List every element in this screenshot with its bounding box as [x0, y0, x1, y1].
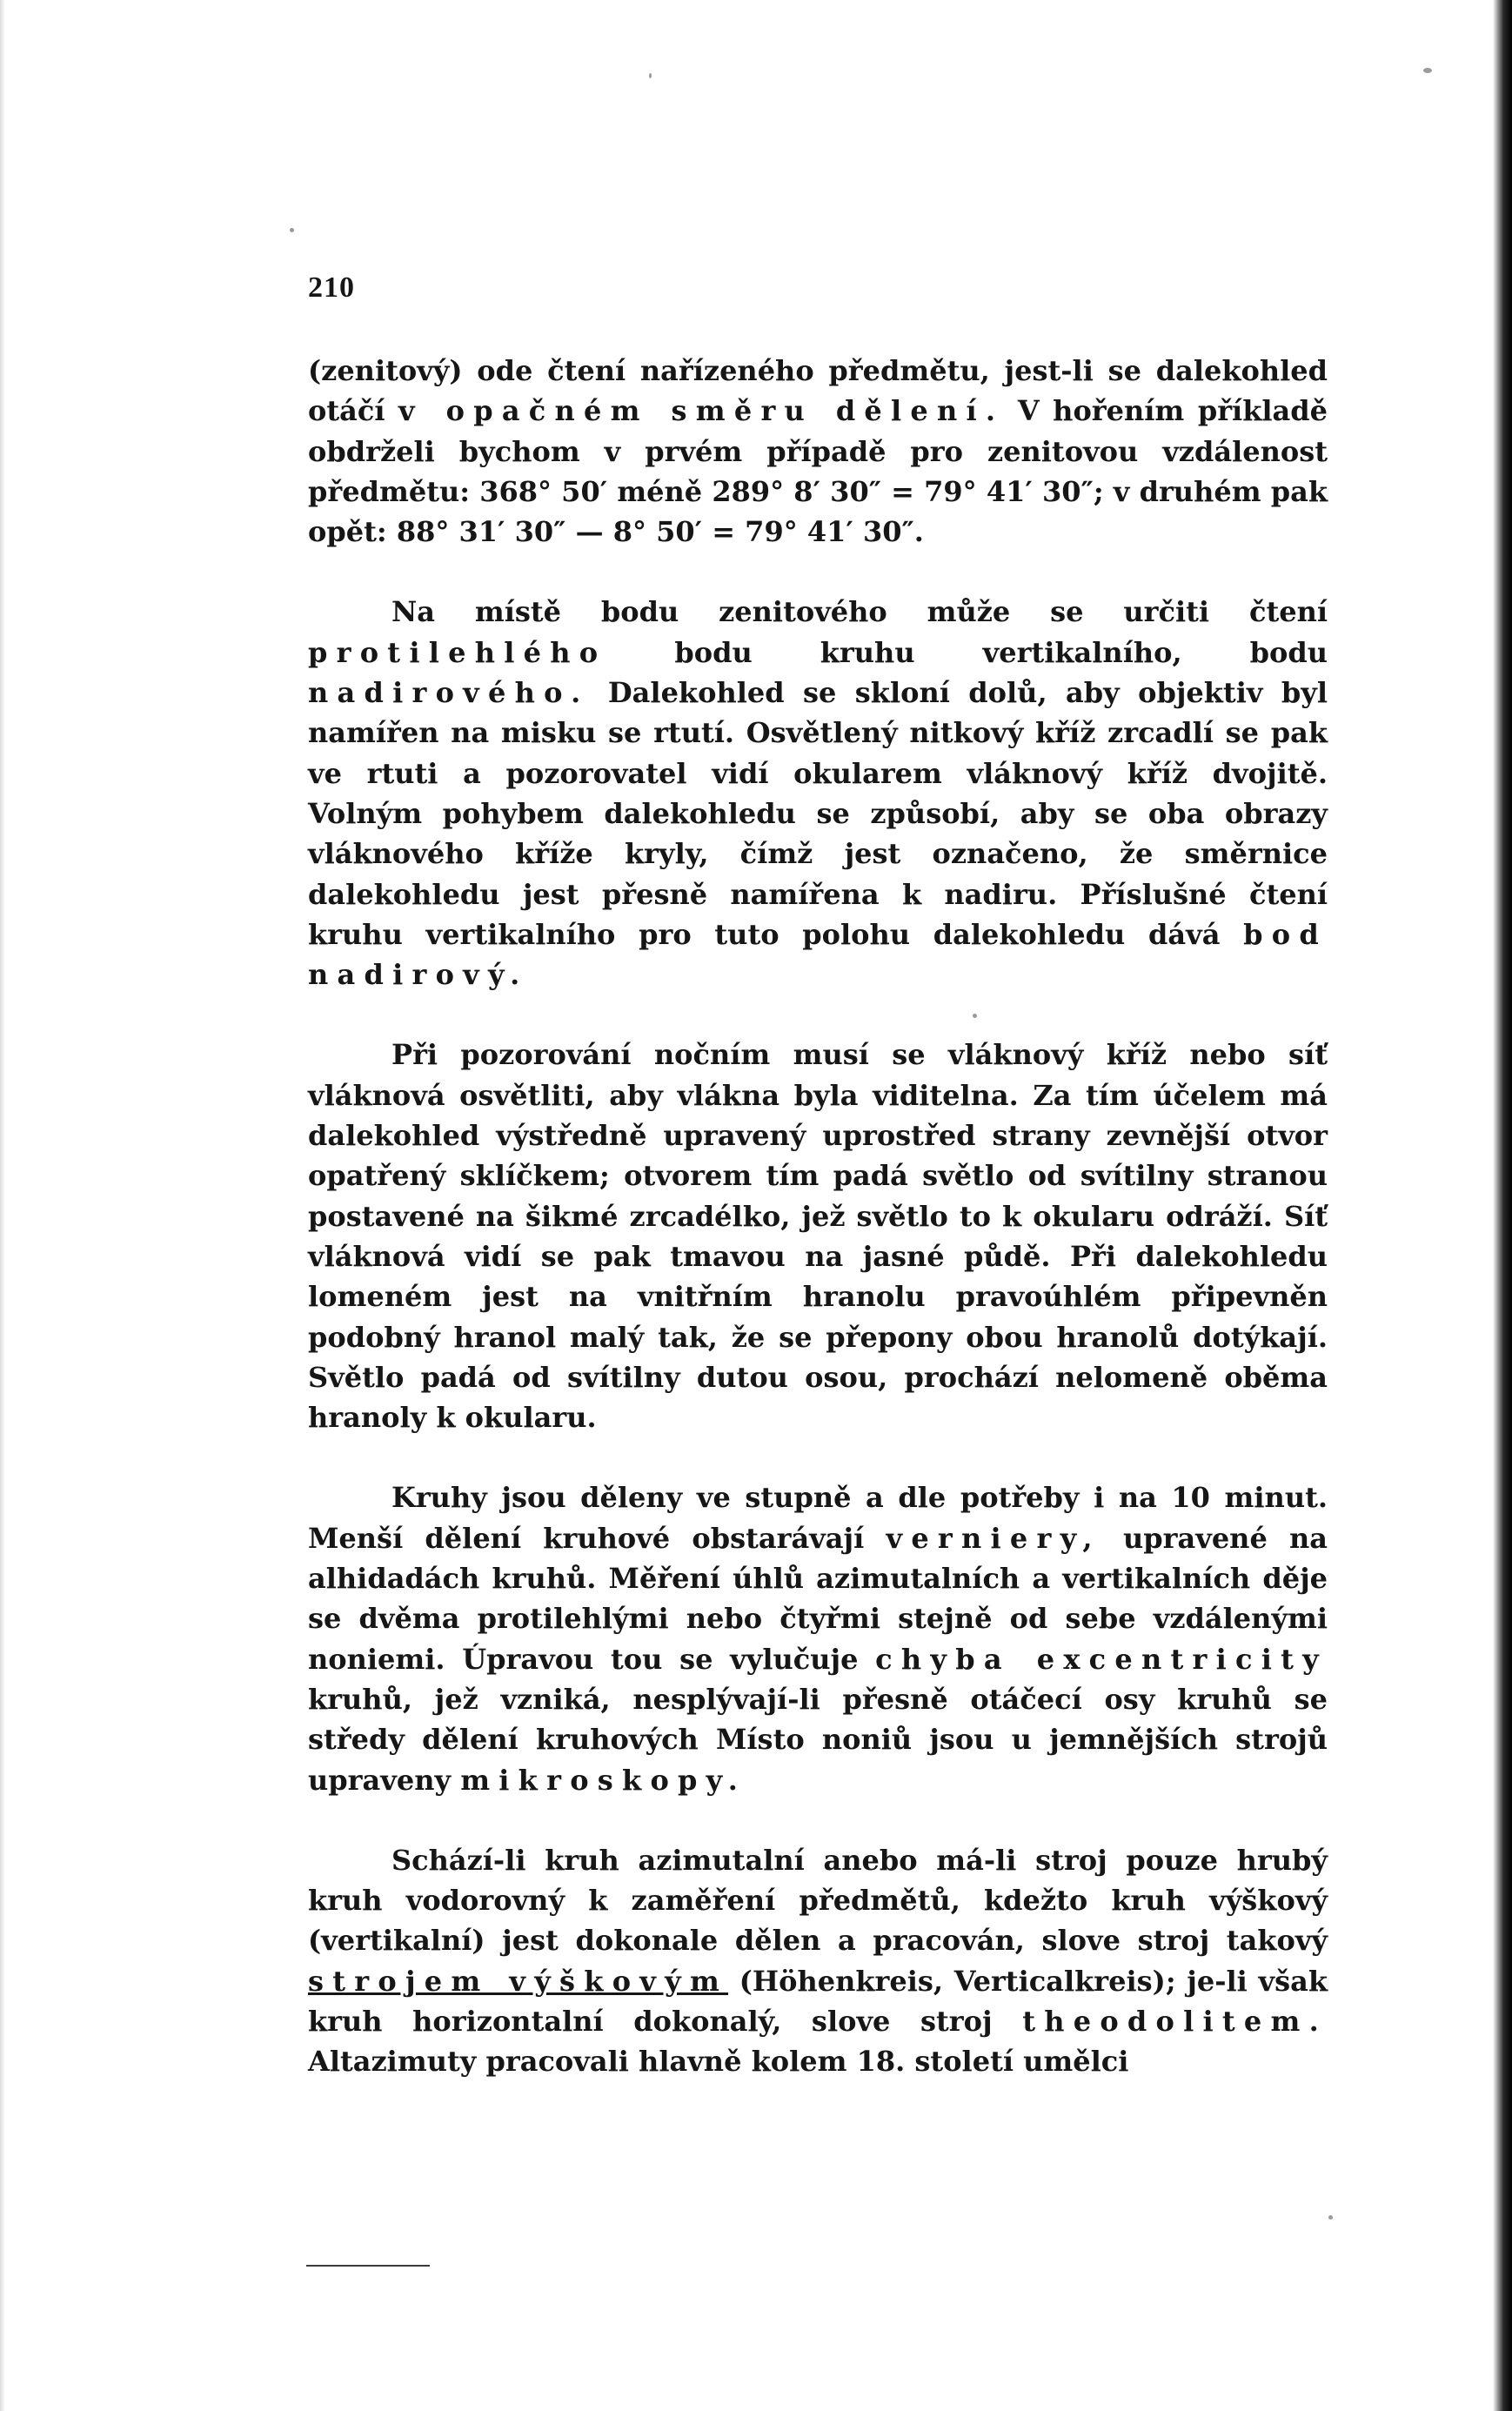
text-segment: chyba excentricity [875, 1642, 1328, 1676]
scan-speck [973, 1014, 977, 1018]
scan-edge-left [0, 0, 5, 2411]
text-segment: Dalekohled se skloní dolů, aby objektiv byl namířen na misku se rtutí. Osvětlený nitkový kříž zrcadlí se pak ve rtuti a pozorovatel vidí okularem vláknový kříž dvojitě. Volným pohybem dalekohledu se způsobí, aby se oba obrazy vláknového kříže kryly, čímž jest označeno, že směrnice dalekohledu jest přesně namířena k nadiru. Příslušné čtení kruhu vertikalního pro tuto polohu dalekohledu dává [308, 676, 1328, 951]
text-segment: bod nadirový. [308, 917, 1328, 992]
paragraph [308, 351, 1328, 552]
footer-rule [306, 2265, 430, 2267]
paragraph [308, 592, 1328, 995]
page-number: 210 [308, 271, 355, 304]
text-segment: Kruhy jsou děleny ve stupně a dle potřeby i na 10 minut. Menší dělení kruhové obstarávají [308, 1481, 1328, 1555]
text-segment: Na místě bodu zenitového může se určiti čtení [391, 595, 1328, 629]
text-segment: V hořením příkladě obdrželi bychom v prvém případě pro zenitovou vzdálenost předmětu: 368° 50′ méně 289° 8′ 30″ = 79° 41′ 30″; v druhém pak opět: 88° 31′ 30″ — 8° 50′ = 79° 41′ 30″. [308, 394, 1328, 549]
text-segment: v opačném směru dělení. [398, 394, 1005, 428]
text-segment: (zenitový) ode čtení nařízeného předmětu, jest-li se dalekohled otáčí [308, 354, 1328, 428]
scan-speck [1328, 2215, 1333, 2220]
paragraph [308, 1477, 1328, 1799]
text-segment: mikroskopy. [460, 1763, 747, 1797]
scan-speck [290, 228, 294, 232]
text-segment: bodu kruhu vertikalního, bodu [606, 635, 1328, 669]
text-segment: Při pozorování nočním musí se vláknový kříž nebo síť vláknová osvětliti, aby vlákna byla viditelna. Za tím účelem má dalekohled výstředně upravený uprostřed strany zevnější otvor opatřený sklíčkem; otvorem tím padá světlo od svítilny stranou postavené na šikmé zrcadélko, jež světlo to k okularu odráží. Síť vláknová vidí se pak tmavou na jasné půdě. Při dalekohledu lomeném jest na vnitřním hranolu pravoúhlém připevněn podobný hranol malý tak, že se přepony obou hranolů dotýkají. Světlo padá od svítilny dutou osou, prochází nelomeně oběma hranoly k okularu. [308, 1038, 1328, 1435]
text-segment: verniery, [886, 1521, 1101, 1555]
text-segment: nadirového. [308, 676, 590, 710]
scan-edge-right [1493, 0, 1512, 2411]
paragraph [308, 1840, 1328, 2082]
scan-speck [1423, 68, 1432, 73]
body-text [308, 351, 1328, 2122]
scan-speck [649, 73, 652, 78]
text-segment: upravené na alhidadách kruhů. Měření úhlů azimutalních a vertikalních děje se dvěma protilehlými nebo čtyřmi stejně od sebe vzdálenými noniemi. Úpravou tou se vylučuje [308, 1521, 1328, 1676]
text-segment: theodolitem. [1022, 2004, 1328, 2038]
text-segment: (Höhenkreis, Verticalkreis); je-li však kruh horizontalní dokonalý, slove stroj [308, 1964, 1328, 2038]
paragraph [308, 1035, 1328, 1437]
text-segment: strojem výškovým [308, 1964, 729, 1998]
text-segment: protilehlého [308, 635, 607, 669]
text-segment: Schází-li kruh azimutalní anebo má-li stroj pouze hrubý kruh vodorovný k zaměření předmětů, kdežto kruh výškový (vertikalní) jest dokonale dělen a pracován, slove stroj takový [308, 1843, 1328, 1958]
text-segment: Altazimuty pracovali hlavně kolem 18. století umělci [308, 2045, 1129, 2079]
text-segment: kruhů, jež vzniká, nesplývají-li přesně otáčecí osy kruhů se středy dělení kruhových Místo noniů jsou u jemnějších strojů upraveny [308, 1682, 1328, 1797]
